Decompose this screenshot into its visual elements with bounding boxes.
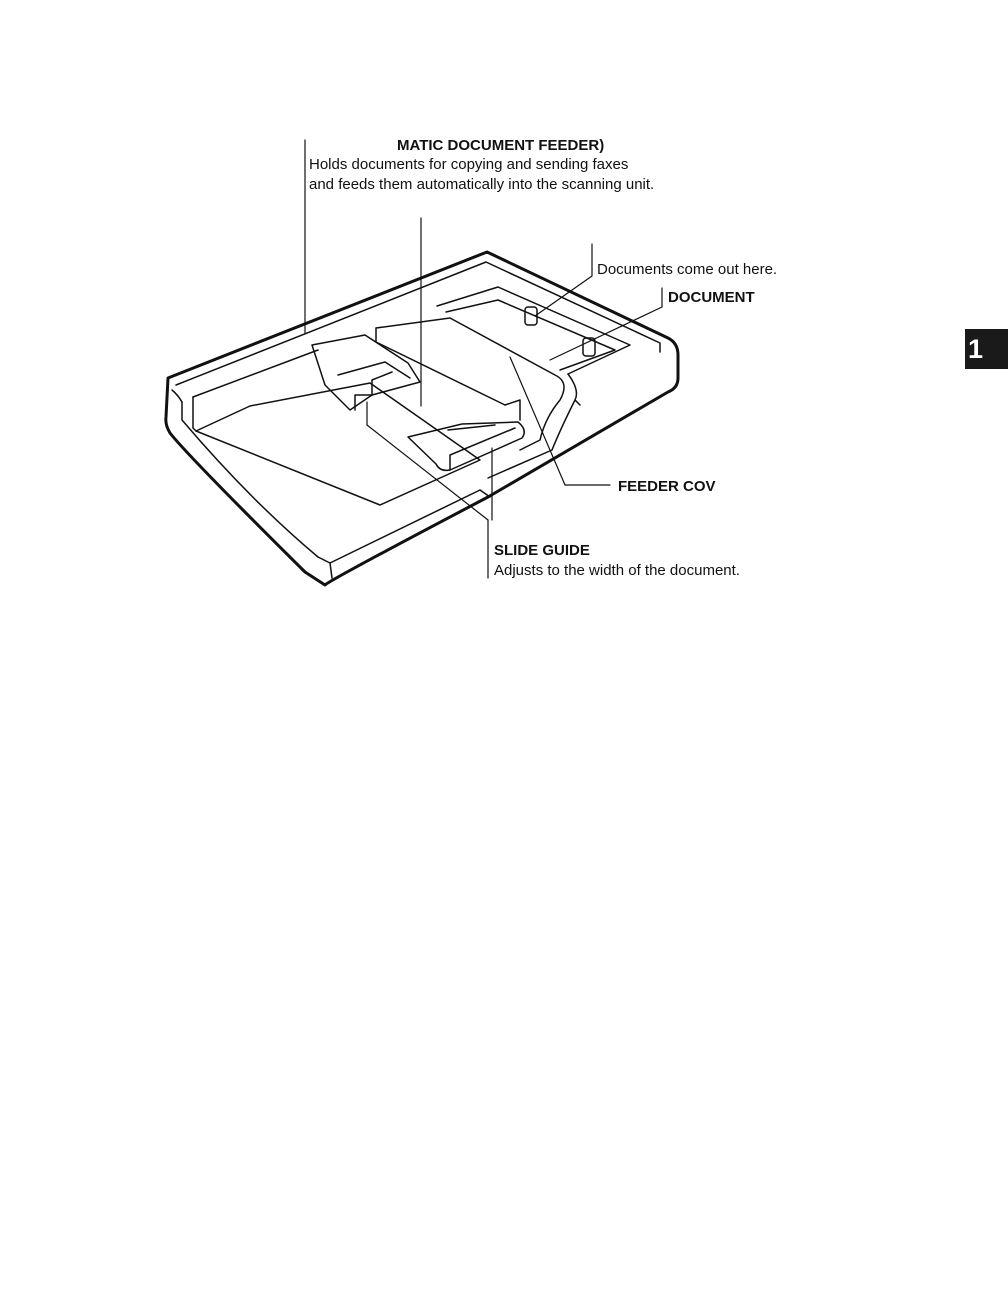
slide-guide-title: SLIDE GUIDE [494,542,590,559]
exit-tray-description: Documents come out here. [597,261,778,278]
leader-slide-guide-b [367,425,488,520]
leader-document-diagonal [550,307,662,360]
document-label: DOCUMENT [668,289,755,306]
leader-exit-diagonal [535,276,592,316]
slide-guide-shape [408,422,524,470]
feeder-cover-label: FEEDER COV [618,478,716,495]
chapter-tab: 1 [965,329,1008,369]
slide-guide-description: Adjusts to the width of the document. [494,562,740,579]
adf-description-line1: Holds documents for copying and sending faxes [309,156,629,173]
exit-tray [437,287,630,374]
adf-description-line2: and feeds them automatically into the scanning unit. [309,176,655,193]
document-tray [196,383,480,505]
left-guide [312,335,420,410]
adf-title: MATIC DOCUMENT FEEDER) [397,137,605,154]
feeder-cover [376,318,564,450]
